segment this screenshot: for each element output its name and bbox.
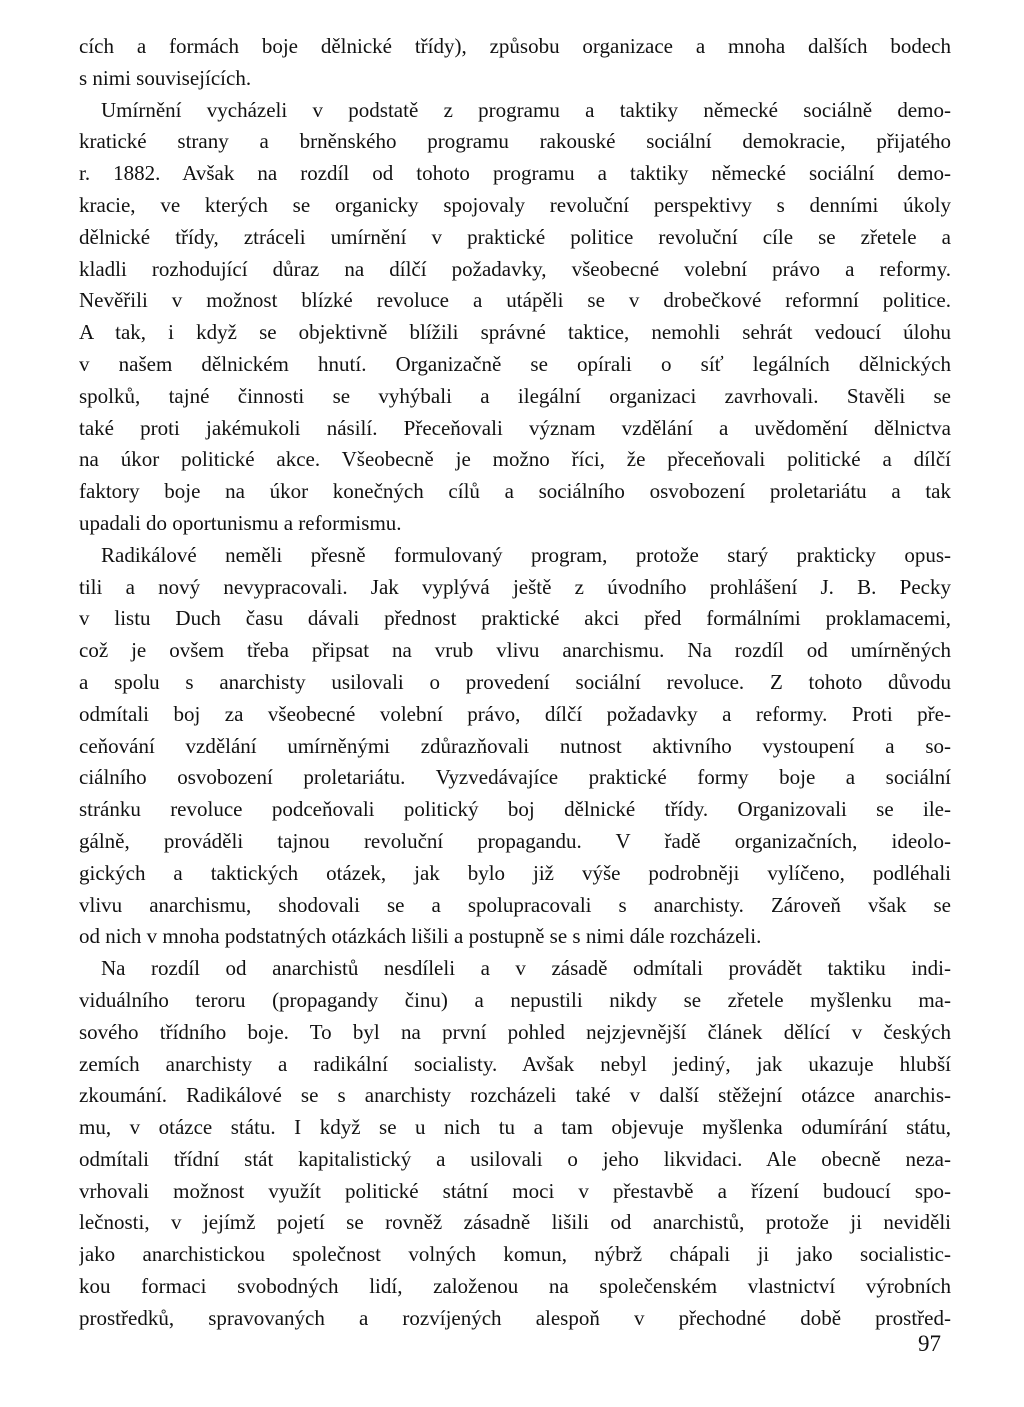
text-line: Umírnění vycházeli v podstatě z programu a taktiky německé sociálně demo- — [101, 97, 951, 122]
text-line: dělnické třídy, ztráceli umírnění v praktické politice revoluční cíle se zřetele a — [79, 224, 951, 249]
text-line: také proti jakémukoli násilí. Přeceňovali význam vzdělání a uvědomění dělnictva — [79, 415, 951, 440]
text-line: kratické strany a brněnského programu rakouské sociální demokracie, přijatého — [79, 129, 951, 154]
text-line: tili a nový nevypracovali. Jak vyplývá ještě z úvodního prohlášení J. B. Pecky — [79, 574, 951, 599]
text-line: v našem dělnickém hnutí. Organizačně se opírali o síť legálních dělnických — [79, 351, 951, 376]
text-line: mu, v otázce státu. I když se u nich tu a tam objevuje myšlenka odumírání státu, — [79, 1115, 951, 1140]
text-line: sového třídního boje. To byl na první pohled nejzjevnější článek dělící v českých — [79, 1019, 951, 1044]
text-line: vlivu anarchismu, shodovali se a spolupracovali s anarchisty. Zároveň však se — [79, 892, 951, 917]
text-line: r. 1882. Avšak na rozdíl od tohoto programu a taktiky německé sociální demo- — [79, 161, 951, 186]
text-line: v listu Duch času dávali přednost praktické akci před formálními proklamacemi, — [79, 606, 951, 631]
text-line: Radikálové neměli přesně formulovaný program, protože starý prakticky opus- — [101, 542, 951, 567]
text-line: ciálního osvobození proletariátu. Vyzvedávajíce praktické formy boje a sociální — [79, 765, 951, 790]
body-text — [79, 31, 951, 1335]
text-line: odmítali boj za všeobecné volební právo, dílčí požadavky a reformy. Proti pře- — [79, 701, 951, 726]
text-line: kou formaci svobodných lidí, založenou na společenském vlastnictví výrobních — [79, 1274, 951, 1299]
text-line: kracie, ve kterých se organicky spojovaly revoluční perspektivy s denními úkoly — [79, 192, 951, 217]
text-line: ceňování vzdělání umírněnými zdůrazňovali nutnost aktivního vystoupení a so- — [79, 733, 951, 758]
text-line: spolků, tajné činnosti se vyhýbali a ilegální organizaci zavrhovali. Stavěli se — [79, 383, 951, 408]
text-line: gálně, prováděli tajnou revoluční propagandu. V řadě organizačních, ideolo- — [79, 828, 951, 853]
text-line: prostředků, spravovaných a rozvíjených alespoň v přechodné době prostřed- — [79, 1305, 951, 1330]
page-number: 97 — [918, 1331, 941, 1356]
text-line: Na rozdíl od anarchistů nesdíleli a v zásadě odmítali provádět taktiku indi- — [101, 956, 951, 981]
text-line: faktory boje na úkor konečných cílů a sociálního osvobození proletariátu a tak — [79, 479, 951, 504]
text-line: což je ovšem třeba připsat na vrub vlivu anarchismu. Na rozdíl od umírněných — [79, 638, 951, 663]
text-line: a spolu s anarchisty usilovali o provedení sociální revoluce. Z tohoto důvodu — [79, 669, 951, 694]
text-line: Nevěřili v možnost blízké revoluce a utápěli se v drobečkové reformní politice. — [79, 288, 951, 313]
text-line: vrhovali možnost využít politické státní moci v přestavbě a řízení budoucí spo- — [79, 1178, 951, 1203]
text-line: A tak, i když se objektivně blížili správné taktice, nemohli sehrát vedoucí úlohu — [79, 320, 951, 345]
text-line: s nimi souvisejících. — [79, 65, 252, 90]
text-line: upadali do oportunismu a reformismu. — [79, 510, 402, 535]
text-line: na úkor politické akce. Všeobecně je možno říci, že přeceňovali politické a dílčí — [79, 447, 951, 472]
text-line: lečnosti, v jejímž pojetí se rovněž zásadně lišili od anarchistů, protože ji neviděli — [79, 1210, 951, 1235]
text-line: kladli rozhodující důraz na dílčí požadavky, všeobecné volební právo a reformy. — [79, 256, 951, 281]
text-line: gických a taktických otázek, jak bylo již výše podrobněji vylíčeno, podléhali — [79, 860, 951, 885]
text-line: zkoumání. Radikálové se s anarchisty rozcházeli také v další stěžejní otázce anarchis- — [79, 1083, 951, 1108]
text-line: viduálního teroru (propagandy činu) a nepustili nikdy se zřetele myšlenku ma- — [79, 987, 951, 1012]
text-line: odmítali třídní stát kapitalistický a usilovali o jeho likvidaci. Ale obecně neza- — [79, 1146, 951, 1171]
text-line: stránku revoluce podceňovali politický boj dělnické třídy. Organizovali se ile- — [79, 797, 951, 822]
text-line: zemích anarchisty a radikální socialisty. Avšak nebyl jediný, jak ukazuje hlubší — [79, 1051, 951, 1076]
text-line: cích a formách boje dělnické třídy), způsobu organizace a mnoha dalších bodech — [79, 34, 951, 58]
text-line: jako anarchistickou společnost volných komun, nýbrž chápali ji jako socialistic- — [79, 1242, 951, 1267]
text-line: od nich v mnoha podstatných otázkách lišili a postupně se s nimi dále rozcházeli. — [79, 924, 762, 949]
